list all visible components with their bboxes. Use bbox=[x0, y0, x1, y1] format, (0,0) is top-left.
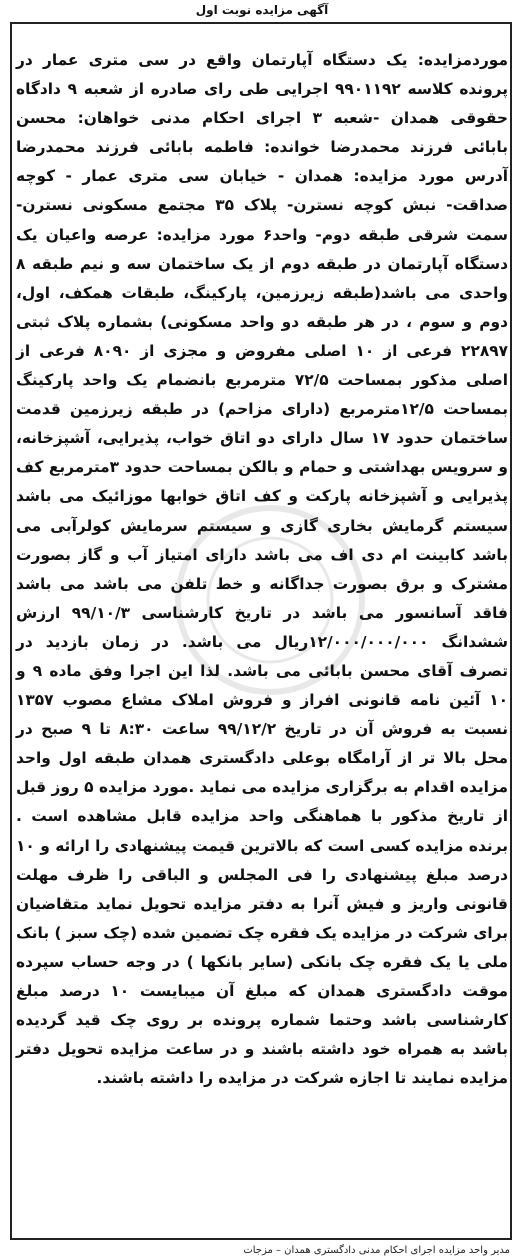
notice-title: آگهی مزایده نوبت اول bbox=[195, 3, 329, 17]
notice-body: موردمزایده: یک دستگاه آپارتمان واقع در سی متری عمار در پرونده کلاسه ۹۹۰۱۱۹۲ اجرایی طی رای صادره از شعبه ۹ دادگاه حقوقی همدان -شعبه ۳ اجرای احکام مدنی خواهان: محسن بابائی فرزند محمدرضا خوانده: فاطمه بابائی فرزند محمدرضا آدرس مورد مزایده: همدان - خیابان سی متری عمار - کوچه صداقت- نبش کوچه نسترن- پلاک ۳۵ مجتمع مسکونی نسترن-سمت شرقی طبقه دوم- واحد۶ مورد مزایده: عرصه واعیان یک دستگاه آپارتمان در طبقه دوم از یک ساختمان سه و نیم طبقه ۸ واحدی می باشد(طبقه زیرزمین، پارکینگ، طبقات همکف، اول، دوم و سوم ، در هر طبقه دو واحد مسکونی) بشماره پلاک ثبتی ۲۲۸۹۷ فرعی از ۱۰ اصلی مفروض و مجزی از ۸۰۹۰ فرعی از اصلی مذکور بمساحت ۷۲/۵ مترمربع بانضمام یک واحد پارکینگ بمساحت ۱۲/۵مترمربع (دارای مزاحم) در طبقه زیرزمین قدمت ساختمان حدود ۱۷ سال دارای دو اتاق خواب، پذیرایی، آشپزخانه، و سرویس بهداشتی و حمام و بالکن بمساحت حدود ۳مترمربع کف پذیرایی و آشپزخانه پارکت و کف اتاق خوابها موزائیک می باشد سیستم گرمایش بخاری گازی و سیستم سرمایش کولرآبی می باشد کابینت ام دی اف می باشد دارای امتیاز آب و گاز بصورت مشترک و برق بصورت جداگانه و خط تلفن می باشد می باشد فاقد آسانسور می باشد در تاریخ کارشناسی ۹۹/۱۰/۳ ارزش ششدانگ ۱۲/۰۰۰/۰۰۰/۰۰۰ریال می باشد. در زمان بازدید در تصرف آقای محسن بابائی می باشد. لذا این اجرا وفق ماده ۹ و ۱۰ آئین نامه قانونی افراز و فروش املاک مشاع مصوب ۱۳۵۷ نسبت به فروش آن در تاریخ ۹۹/۱۲/۲ ساعت ۸:۳۰ تا ۹ صبح در محل بالا تر از آرامگاه بوعلی دادگستری همدان طبقه اول واحد مزایده اقدام به برگزاری مزایده می نماید .مورد مزایده ۵ روز قبل از تاریخ مذکور با هماهنگی واحد مزایده قابل مشاهده است . برنده مزایده کسی است که بالاترین قیمت پیشنهادی را ارائه و ۱۰ درصد مبلغ پیشنهادی را فی المجلس و الباقی را ظرف مهلت قانونی واریز و فیش آنرا به دفتر مزایده تحویل نماید متقاضیان برای شرکت در مزایده یک فقره چک تضمین شده (چک سبز ) بانک ملی یا یک فقره چک بانکی (سایر بانکها ) در وجه حساب سپرده موقت دادگستری همدان که مبلغ آن میبایست ۱۰ درصد مبلغ کارشناسی باشد وحتما شماره پرونده بر روی چک قید گردیده باشد به همراه خود داشته باشند و در ساعت مزایده تحویل دفتر مزایده نمایند تا اجازه شرکت در مزایده را داشته باشند. bbox=[16, 51, 509, 1088]
notice-signature: مدیر واحد مزایده اجرای احکام مدنی دادگستری همدان – مزجات bbox=[243, 1245, 510, 1256]
